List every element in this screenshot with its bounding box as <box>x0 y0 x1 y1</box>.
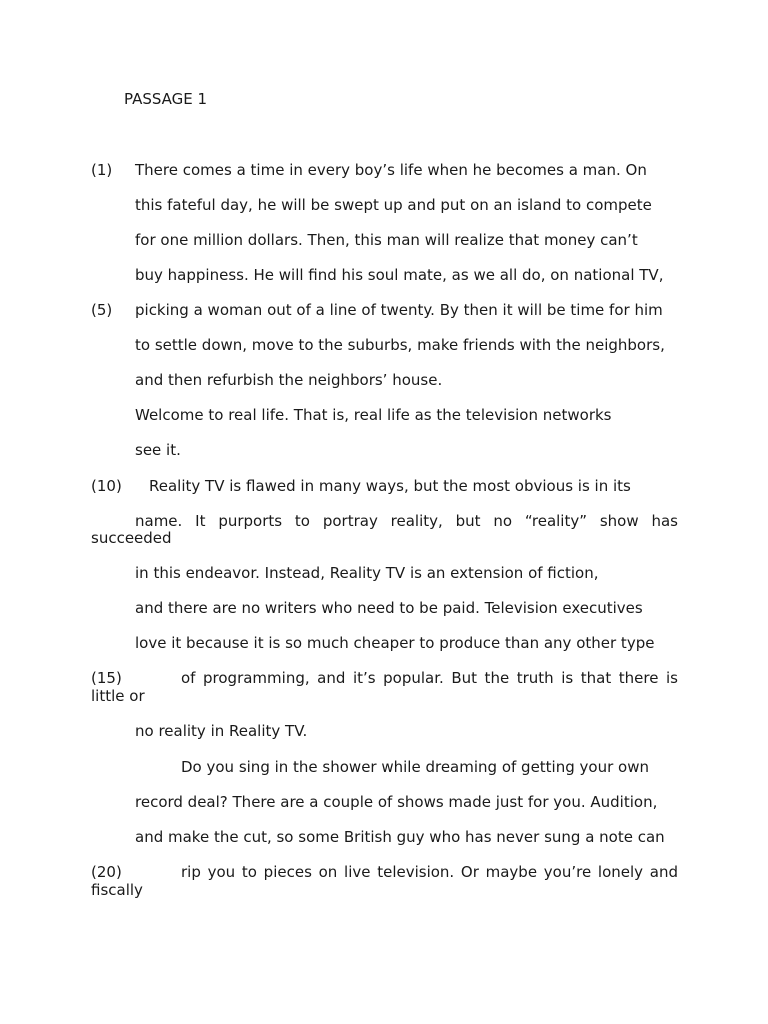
passage-title: PASSAGE 1 <box>124 90 208 108</box>
passage-line-6: to settle down, move to the suburbs, make friends with the neighbors, <box>135 336 665 354</box>
passage-line-15: of programming, and it’s popular. But the truth is that there is <box>181 669 678 687</box>
line-number-15: (15) <box>91 669 122 687</box>
passage-line-19: and make the cut, so some British guy who has never sung a note can <box>135 828 665 846</box>
passage-line-13: and there are no writers who need to be paid. Television executives <box>135 599 643 617</box>
passage-line-7: and then refurbish the neighbors’ house. <box>135 371 443 389</box>
passage-line-17: Do you sing in the shower while dreaming of getting your own <box>181 758 649 776</box>
passage-line-1: There comes a time in every boy’s life when he becomes a man. On <box>135 161 647 179</box>
passage-line-11: name. It purports to portray reality, but no “reality” show has <box>135 512 678 530</box>
line-number-20: (20) <box>91 863 122 881</box>
passage-line-9: see it. <box>135 441 181 459</box>
passage-line-10: Reality TV is flawed in many ways, but the most obvious is in its <box>149 477 631 495</box>
passage-line-16: no reality in Reality TV. <box>135 722 308 740</box>
passage-line-3: for one million dollars. Then, this man will realize that money can’t <box>135 231 638 249</box>
passage-line-5: picking a woman out of a line of twenty. By then it will be time for him <box>135 301 663 319</box>
passage-line-15-wrap: little or <box>91 687 145 705</box>
passage-line-11-wrap: succeeded <box>91 529 172 547</box>
passage-line-20: rip you to pieces on live television. Or maybe you’re lonely and <box>181 863 678 881</box>
passage-line-8: Welcome to real life. That is, real life as the television networks <box>135 406 612 424</box>
passage-line-14: love it because it is so much cheaper to produce than any other type <box>135 634 655 652</box>
line-number-5: (5) <box>91 301 113 319</box>
line-number-1: (1) <box>91 161 113 179</box>
line-number-10: (10) <box>91 477 122 495</box>
passage-line-18: record deal? There are a couple of shows made just for you. Audition, <box>135 793 658 811</box>
passage-line-2: this fateful day, he will be swept up and put on an island to compete <box>135 196 652 214</box>
passage-line-12: in this endeavor. Instead, Reality TV is an extension of fiction, <box>135 564 599 582</box>
passage-line-4: buy happiness. He will find his soul mate, as we all do, on national TV, <box>135 266 664 284</box>
passage-line-20-wrap: fiscally <box>91 881 143 899</box>
